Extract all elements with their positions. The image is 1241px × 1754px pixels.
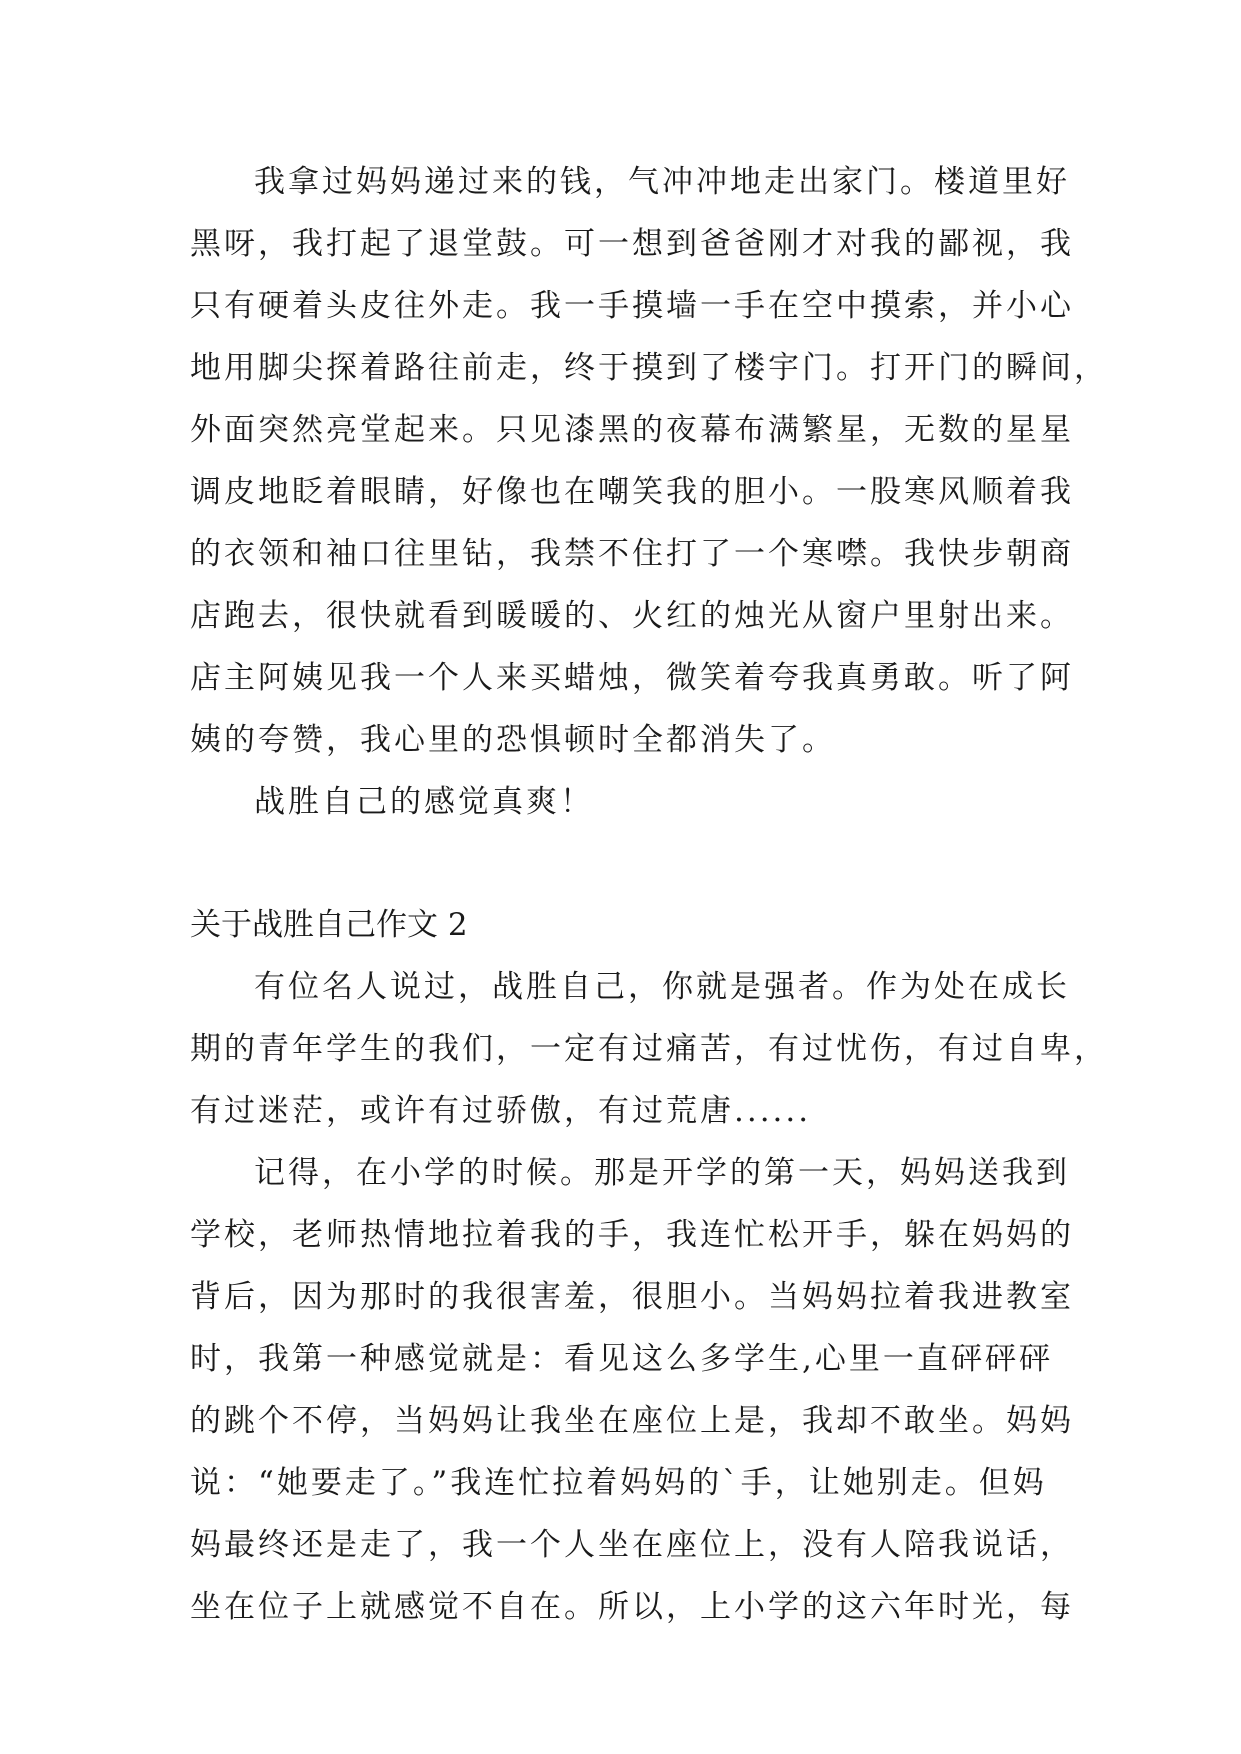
paragraph-line: 坐在位子上就感觉不自在。所以，上小学的这六年时光，每 (190, 1589, 1074, 1625)
section-heading: 关于战胜自己作文 2 (190, 907, 468, 943)
paragraph-line: 外面突然亮堂起来。只见漆黑的夜幕布满繁星，无数的星星 (190, 412, 1074, 448)
paragraph-line: 时，我第一种感觉就是：看见这么多学生,心里一直砰砰砰 (190, 1341, 1053, 1377)
paragraph-line: 店跑去，很快就看到暖暖的、火红的烛光从窗户里射出来。 (190, 598, 1074, 634)
paragraph-line: 的跳个不停，当妈妈让我坐在座位上是，我却不敢坐。妈妈 (190, 1403, 1074, 1439)
paragraph-line: 说：“她要走了。”我连忙拉着妈妈的`手，让她别走。但妈 (190, 1465, 1047, 1501)
paragraph-line: 的衣领和袖口往里钻，我禁不住打了一个寒噤。我快步朝商 (190, 536, 1074, 572)
paragraph-line: 调皮地眨着眼睛，好像也在嘲笑我的胆小。一股寒风顺着我 (190, 474, 1074, 510)
paragraph-line: 黑呀，我打起了退堂鼓。可一想到爸爸刚才对我的鄙视，我 (190, 226, 1074, 262)
paragraph-line: 记得，在小学的时候。那是开学的第一天，妈妈送我到 (254, 1155, 1070, 1191)
paragraph-line: 期的青年学生的我们，一定有过痛苦，有过忧伤，有过自卑， (190, 1031, 1108, 1067)
paragraph-line: 背后，因为那时的我很害羞，很胆小。当妈妈拉着我进教室 (190, 1279, 1074, 1315)
paragraph-line: 有位名人说过，战胜自己，你就是强者。作为处在成长 (254, 969, 1070, 1005)
paragraph-line: 有过迷茫，或许有过骄傲，有过荒唐...... (190, 1093, 812, 1129)
paragraph-line: 我拿过妈妈递过来的钱，气冲冲地走出家门。楼道里好 (254, 164, 1070, 200)
paragraph-line: 妈最终还是走了，我一个人坐在座位上，没有人陪我说话， (190, 1527, 1074, 1563)
paragraph-line: 只有硬着头皮往外走。我一手摸墙一手在空中摸索，并小心 (190, 288, 1074, 324)
paragraph-line: 地用脚尖探着路往前走，终于摸到了楼宇门。打开门的瞬间， (190, 350, 1108, 386)
paragraph-line: 战胜自己的感觉真爽！ (254, 784, 594, 820)
paragraph-line: 姨的夸赞，我心里的恐惧顿时全都消失了。 (190, 722, 836, 758)
paragraph-line: 学校，老师热情地拉着我的手，我连忙松开手，躲在妈妈的 (190, 1217, 1074, 1253)
paragraph-line: 店主阿姨见我一个人来买蜡烛，微笑着夸我真勇敢。听了阿 (190, 660, 1074, 696)
